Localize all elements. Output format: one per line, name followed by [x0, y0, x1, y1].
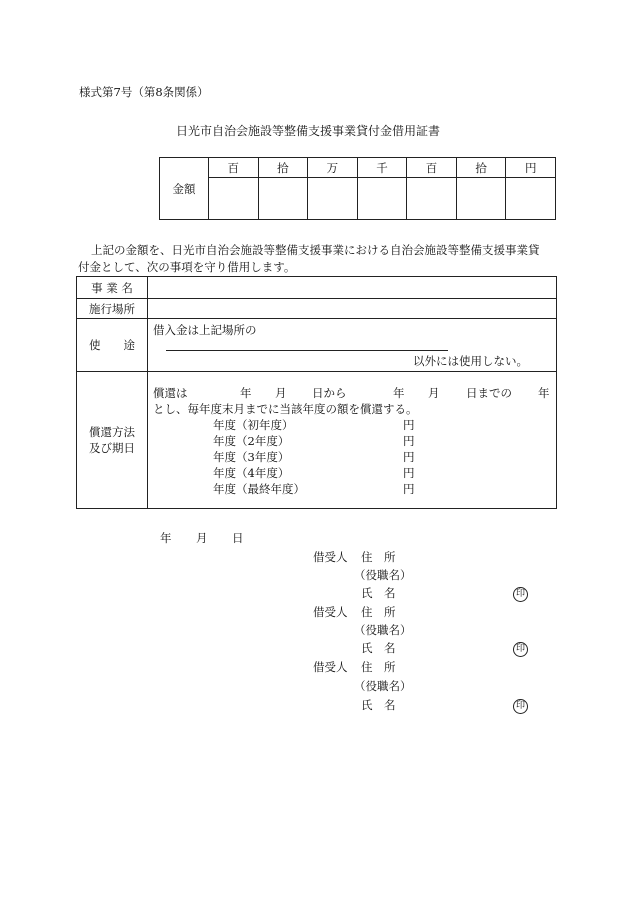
- amount-input-cell[interactable]: [258, 178, 308, 220]
- amount-input-cell[interactable]: [407, 178, 457, 220]
- year-row-label: 年度（4年度）: [213, 466, 290, 480]
- purpose-blank-line: [166, 350, 448, 351]
- borrower-name: 氏 名: [361, 586, 396, 600]
- borrower-address: 住 所: [361, 660, 396, 674]
- repay-line-2: とし、毎年度末月までに当該年度の額を償還する。: [153, 402, 418, 416]
- amount-table: [159, 157, 556, 220]
- borrower-label: 借受人: [313, 550, 348, 564]
- year-row-label: 年度（初年度）: [213, 418, 294, 432]
- repay-end-year: 年: [393, 386, 405, 400]
- unit-cell: 拾: [258, 158, 308, 178]
- location-label: 施行場所: [77, 299, 148, 319]
- repay-end-month: 月: [428, 386, 440, 400]
- purpose-text-2: 以外には使用しない。: [413, 354, 528, 368]
- page-title: 日光市自治会施設等整備支援事業貸付金借用証書: [176, 124, 441, 138]
- repay-start-day: 日から: [312, 386, 347, 400]
- year-row-unit: 円: [403, 450, 415, 464]
- unit-cell: 百: [209, 158, 259, 178]
- amount-input-cell[interactable]: [506, 178, 556, 220]
- year-row-label: 年度（最終年度）: [213, 482, 305, 496]
- amount-input-cell[interactable]: [308, 178, 358, 220]
- repay-label-2: 及び期日: [89, 441, 135, 455]
- location-field[interactable]: [148, 299, 557, 319]
- amount-input-cell[interactable]: [209, 178, 259, 220]
- unit-cell: 万: [308, 158, 358, 178]
- year-row-unit: 円: [403, 434, 415, 448]
- repayment-label-cell: [77, 372, 148, 509]
- date-year: 年: [160, 531, 172, 545]
- repay-end-day: 日までの: [466, 386, 512, 400]
- borrower-name: 氏 名: [361, 641, 396, 655]
- amount-input-cell[interactable]: [456, 178, 506, 220]
- purpose-text-1: 借入金は上記場所の: [153, 323, 257, 337]
- borrower-title: （役職名）: [354, 679, 412, 693]
- unit-cell: 百: [407, 158, 457, 178]
- intro-line-1: 上記の金額を、日光市自治会施設等整備支援事業における自治会施設等整備支援事業貸: [91, 243, 540, 257]
- unit-cell: 千: [357, 158, 407, 178]
- unit-cell: 拾: [456, 158, 506, 178]
- purpose-label: 使 途: [77, 319, 148, 372]
- repay-text: 償還は: [153, 386, 188, 400]
- repay-start-year: 年: [240, 386, 252, 400]
- repay-years: 年: [538, 386, 550, 400]
- year-row-label: 年度（3年度）: [213, 450, 290, 464]
- seal-mark: 印: [513, 587, 528, 602]
- amount-label: 金額: [160, 158, 209, 220]
- borrower-title: （役職名）: [354, 623, 412, 637]
- borrower-label: 借受人: [313, 660, 348, 674]
- borrower-name: 氏 名: [361, 698, 396, 712]
- form-number: 様式第7号（第8条関係）: [79, 85, 209, 99]
- year-row-unit: 円: [403, 482, 415, 496]
- date-month: 月: [196, 531, 208, 545]
- seal-mark: 印: [513, 642, 528, 657]
- year-row-unit: 円: [403, 466, 415, 480]
- amount-input-cell[interactable]: [357, 178, 407, 220]
- unit-cell: 円: [506, 158, 556, 178]
- project-name-field[interactable]: [148, 277, 557, 299]
- year-row-label: 年度（2年度）: [213, 434, 290, 448]
- borrower-label: 借受人: [313, 605, 348, 619]
- repay-label-1: 償還方法: [89, 425, 135, 439]
- borrower-address: 住 所: [361, 605, 396, 619]
- repay-start-month: 月: [275, 386, 287, 400]
- intro-line-2: 付金として、次の事項を守り借用します。: [78, 260, 296, 274]
- seal-mark: 印: [513, 699, 528, 714]
- borrower-address: 住 所: [361, 550, 396, 564]
- project-name-label: 事 業 名: [77, 277, 148, 299]
- year-row-unit: 円: [403, 418, 415, 432]
- borrower-title: （役職名）: [354, 568, 412, 582]
- date-day: 日: [232, 531, 244, 545]
